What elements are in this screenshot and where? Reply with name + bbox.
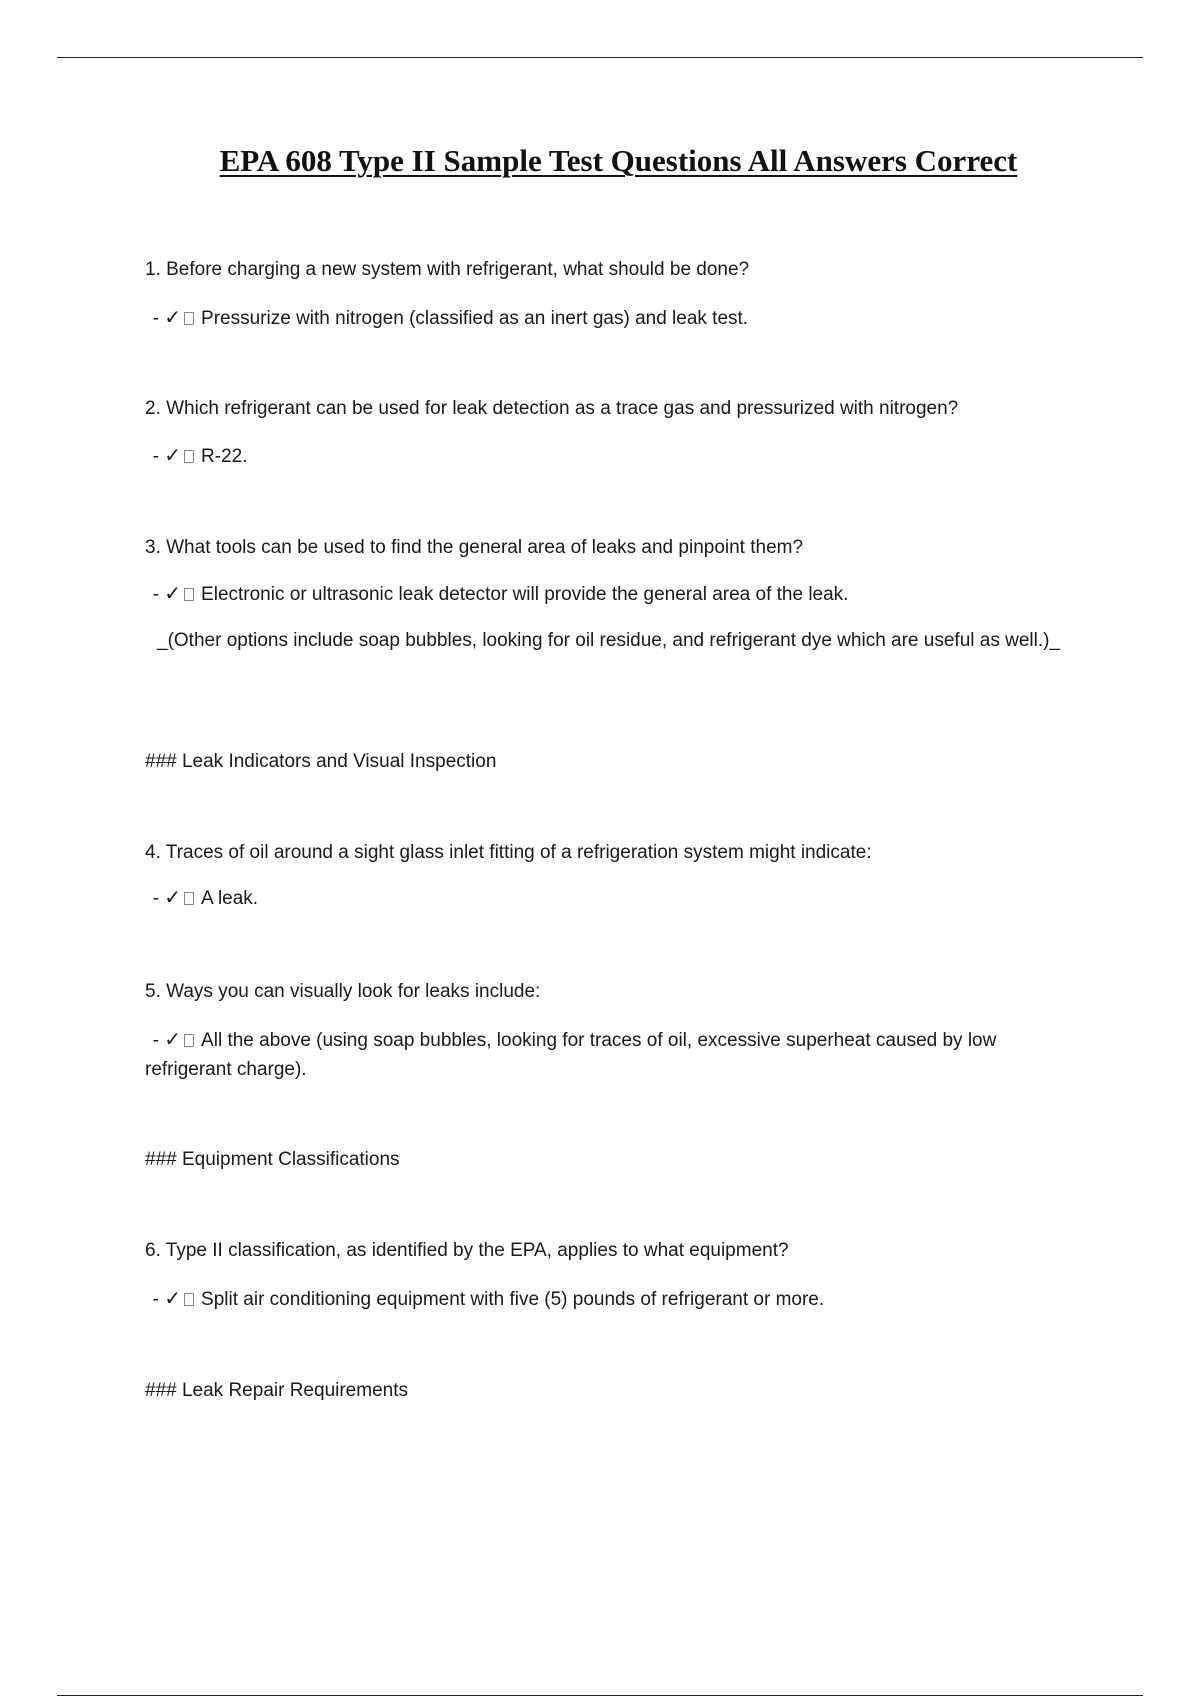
top-rule bbox=[57, 57, 1143, 58]
answer-text: R-22. bbox=[201, 446, 248, 467]
answer-4 bbox=[145, 884, 1075, 913]
question-4: 4. Traces of oil around a sight glass inlet fitting of a refrigeration system might indicate: bbox=[145, 842, 872, 863]
question-6: 6. Type II classification, as identified by the EPA, applies to what equipment? bbox=[145, 1240, 789, 1261]
answer-text: Electronic or ultrasonic leak detector will provide the general area of the leak. bbox=[201, 584, 849, 605]
answer-prefix: - bbox=[152, 888, 159, 909]
section-heading-leak-indicators: ### Leak Indicators and Visual Inspection bbox=[145, 751, 497, 772]
question-2: 2. Which refrigerant can be used for leak detection as a trace gas and pressurized with nitrogen? bbox=[145, 398, 959, 419]
section-heading-equipment: ### Equipment Classifications bbox=[145, 1149, 400, 1170]
checkbox-icon bbox=[184, 1293, 194, 1306]
answer-text: All the above (using soap bubbles, looking for traces of oil, excessive superheat caused by low refrigerant charge). bbox=[145, 1030, 997, 1080]
answer-text: Pressurize with nitrogen (classified as an inert gas) and leak test. bbox=[201, 308, 749, 329]
checkbox-icon bbox=[184, 450, 194, 463]
answer-prefix: - bbox=[152, 1289, 159, 1310]
answer-text: Split air conditioning equipment with five (5) pounds of refrigerant or more. bbox=[201, 1289, 825, 1310]
check-icon: ✓ bbox=[164, 307, 182, 329]
check-icon: ✓ bbox=[164, 1029, 182, 1051]
checkbox-icon bbox=[184, 312, 194, 325]
note-3: _(Other options include soap bubbles, looking for oil residue, and refrigerant dye which are useful as well.)_ bbox=[157, 630, 1061, 651]
section-heading-leak-repair: ### Leak Repair Requirements bbox=[145, 1380, 408, 1401]
answer-6 bbox=[145, 1285, 1075, 1314]
answer-2 bbox=[145, 442, 1075, 471]
answer-prefix: - bbox=[152, 308, 159, 329]
answer-1 bbox=[145, 304, 1075, 333]
checkbox-icon bbox=[184, 892, 194, 905]
question-5: 5. Ways you can visually look for leaks include: bbox=[145, 981, 541, 1002]
check-icon: ✓ bbox=[164, 887, 182, 909]
check-icon: ✓ bbox=[164, 1288, 182, 1310]
answer-3 bbox=[145, 580, 1075, 609]
answer-text: A leak. bbox=[201, 888, 259, 909]
checkbox-icon bbox=[184, 588, 194, 601]
answer-5 bbox=[145, 1026, 1075, 1084]
answer-prefix: - bbox=[152, 584, 159, 605]
answer-prefix: - bbox=[152, 1030, 159, 1051]
check-icon: ✓ bbox=[164, 583, 182, 605]
question-1: 1. Before charging a new system with refrigerant, what should be done? bbox=[145, 259, 750, 280]
check-icon: ✓ bbox=[164, 445, 182, 467]
document-title: EPA 608 Type II Sample Test Questions All Answers Correct bbox=[219, 143, 1018, 178]
bottom-rule bbox=[57, 1695, 1143, 1696]
question-3: 3. What tools can be used to find the general area of leaks and pinpoint them? bbox=[145, 537, 804, 558]
checkbox-icon bbox=[184, 1034, 194, 1047]
answer-prefix: - bbox=[152, 446, 159, 467]
